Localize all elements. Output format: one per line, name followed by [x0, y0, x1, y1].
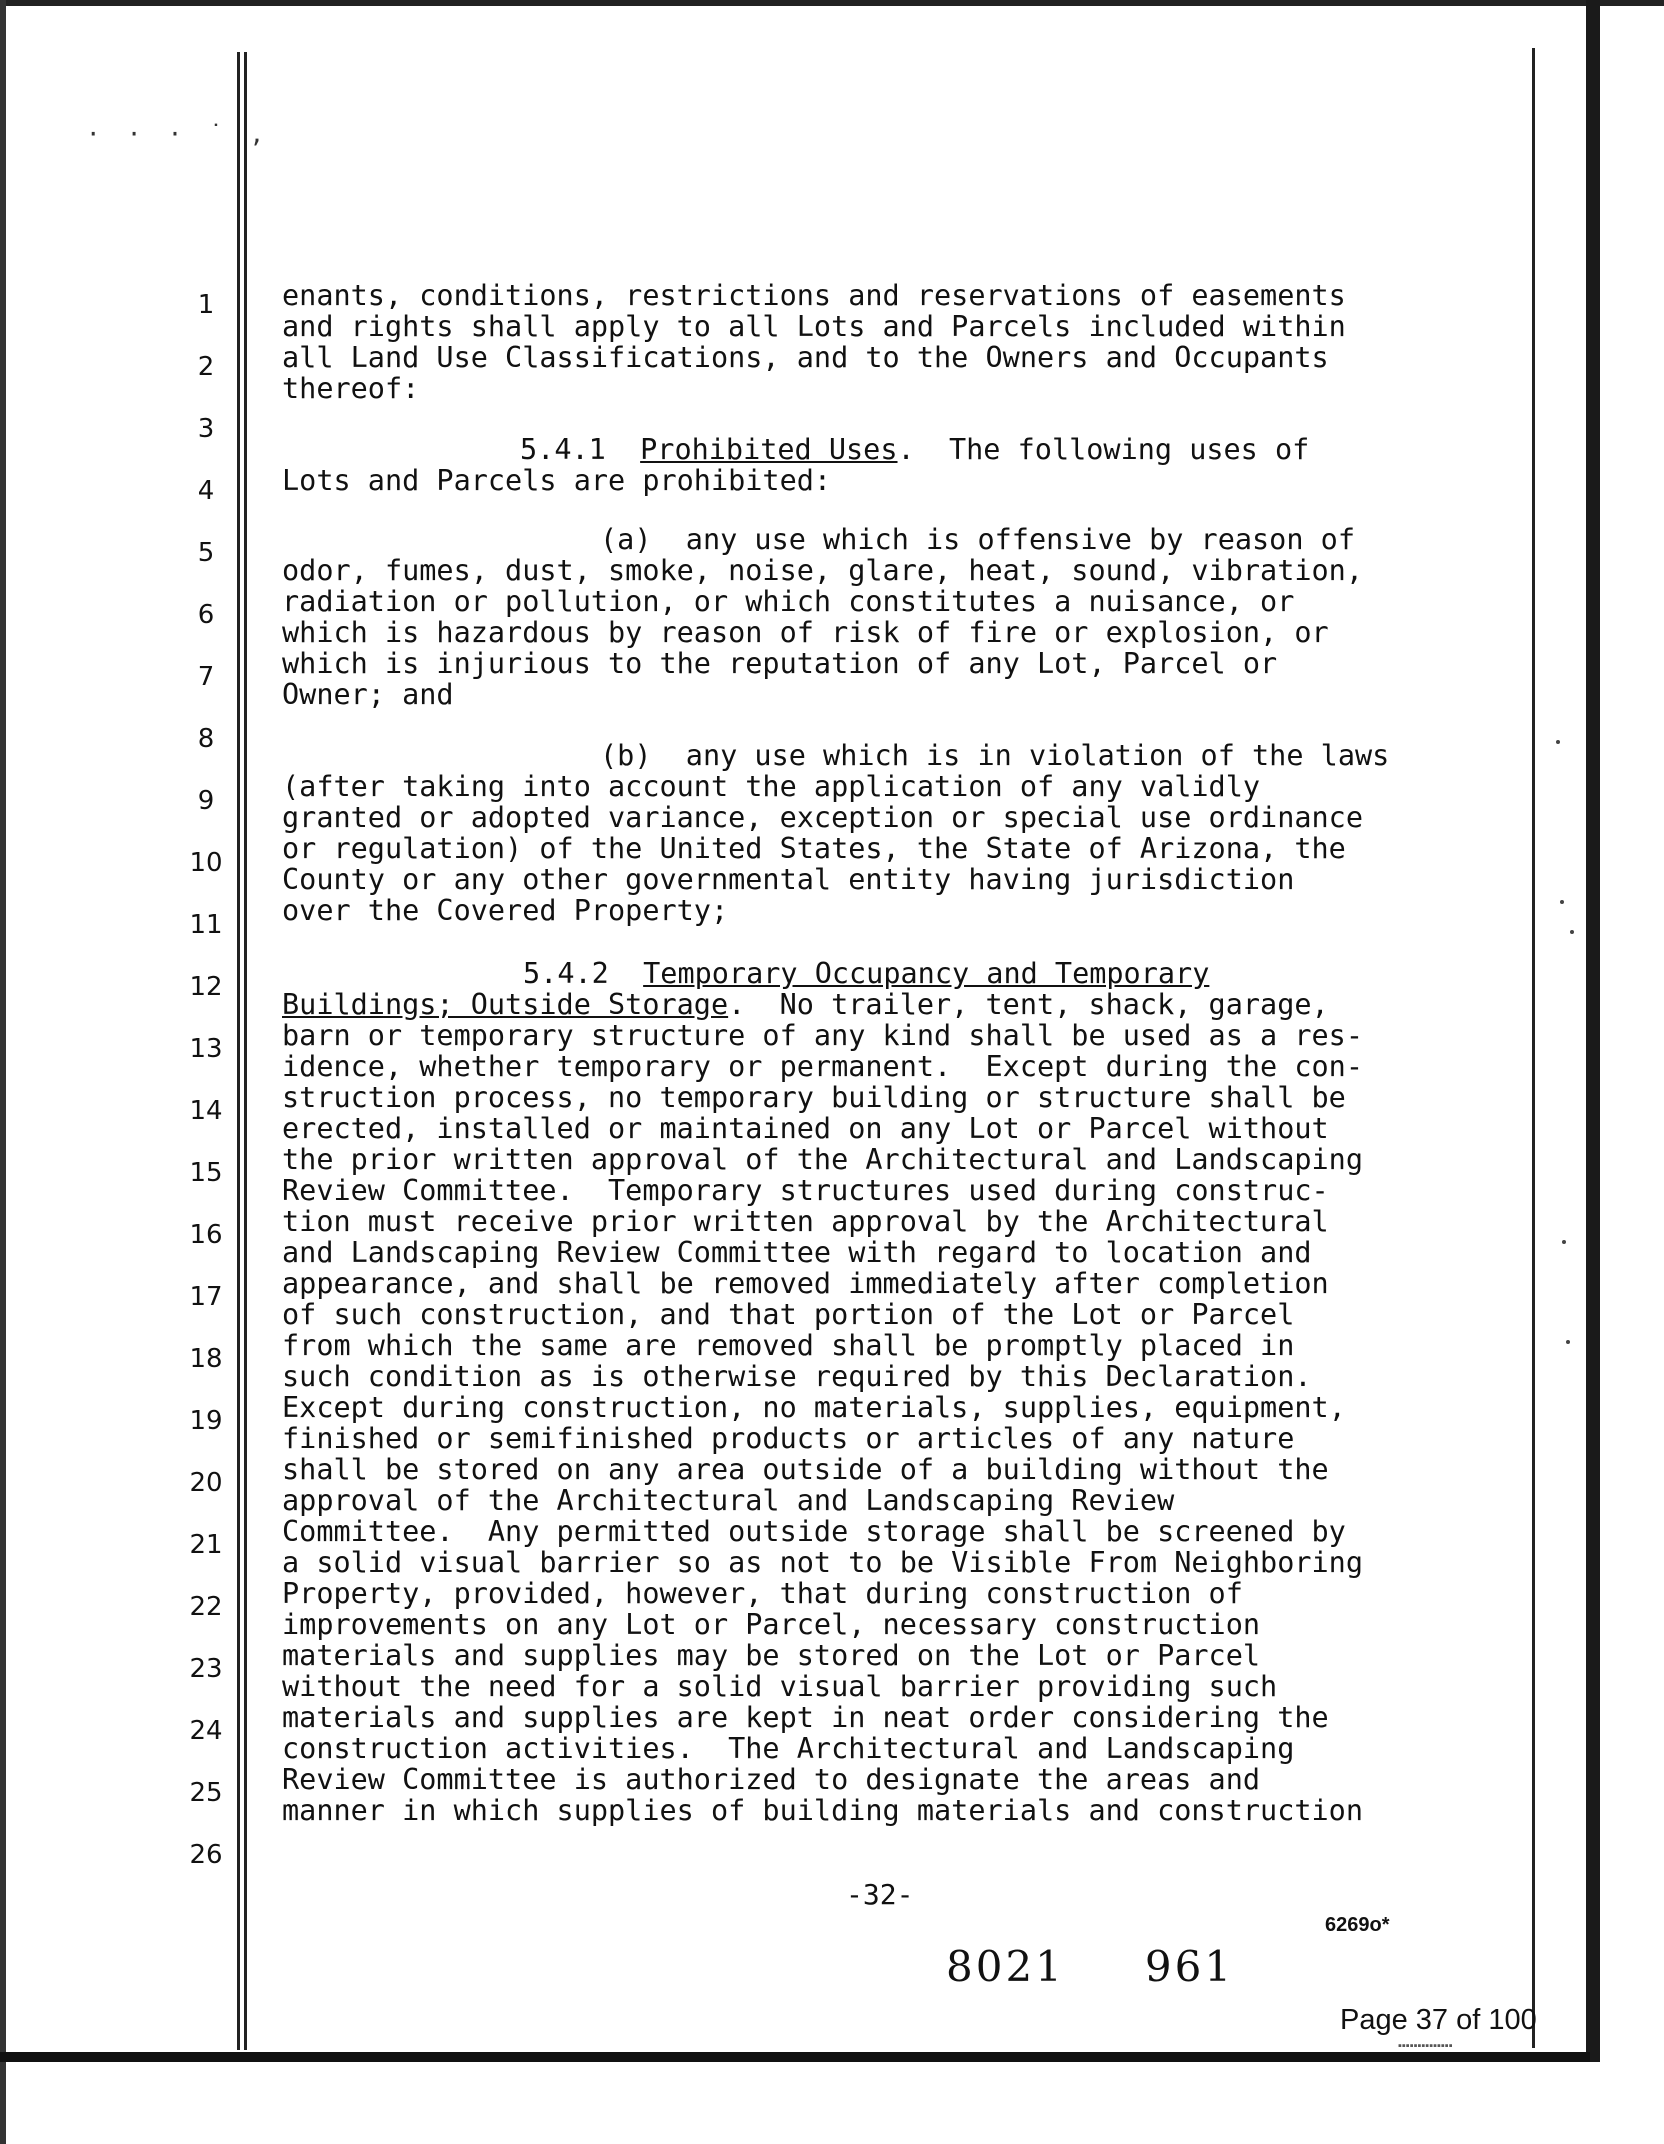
line-number: 22	[189, 1592, 223, 1622]
scan-timestamp-illegible: ▪▪▪▪▪▪▪▪▪▪▪▪▪▪	[1398, 2040, 1453, 2052]
scan-speckle	[1566, 1340, 1570, 1344]
line-number: 13	[189, 1034, 223, 1064]
line-number: 18	[189, 1344, 223, 1374]
scan-speckle	[1556, 740, 1560, 744]
line-number: 5	[197, 538, 215, 568]
line-number: 20	[189, 1468, 223, 1498]
line-number: 8	[197, 724, 215, 754]
scan-speckle	[1562, 1240, 1566, 1244]
line-number: 16	[189, 1220, 223, 1250]
stamp-book: 8021	[946, 1942, 1065, 1991]
line-number: 10	[189, 848, 223, 878]
line-number: 7	[197, 662, 215, 692]
section-5-4-1-heading	[520, 434, 1309, 465]
clause-b	[282, 740, 1389, 926]
intro-paragraph: enants, conditions, restrictions and reservations of easements and rights shall apply to all Lots and Parcels included within all Land Use Classifications, and to the Owners and Occupants thereof:	[282, 279, 1346, 405]
scan-border-right	[1586, 0, 1600, 2062]
line-number: 21	[189, 1530, 223, 1560]
line-number: 2	[197, 352, 215, 382]
section-title: Buildings; Outside Storage	[282, 988, 729, 1021]
clause-a-text: (a) any use which is offensive by reason of odor, fumes, dust, smoke, noise, glare, heat, sound, vibration, radiation or pollution, or which constitutes a nuisance, or which is hazardous by reason of risk of fire or explosion, or which is injurious to the reputation of any Lot, Parcel or Owner; and	[282, 523, 1363, 711]
section-5-4-1-intro: Lots and Parcels are prohibited:	[282, 464, 832, 497]
section-title: Temporary Occupancy and Temporary	[643, 957, 1210, 990]
left-margin-rule-inner	[244, 52, 247, 2050]
line-number: 3	[197, 414, 215, 444]
scan-border-bottom	[0, 2052, 1590, 2062]
section-title: Prohibited Uses	[640, 433, 898, 466]
line-number: 11	[189, 910, 223, 940]
section-number: 5.4.2	[523, 957, 609, 990]
page-number: -32-	[846, 1878, 914, 1911]
section-heading-rest: . No trailer, tent, shack, garage,	[728, 988, 1329, 1021]
line-number: 6	[197, 600, 215, 630]
line-number: 24	[189, 1716, 223, 1746]
line-number: 23	[189, 1654, 223, 1684]
recording-stamp	[946, 1942, 1234, 1991]
page-counter: Page 37 of 100	[1340, 2004, 1537, 2036]
scan-speckle: · · · ˙ ,	[86, 120, 271, 148]
line-number: 1	[197, 290, 215, 320]
scan-border-top	[0, 0, 1664, 6]
left-margin-rule	[237, 52, 240, 2050]
line-number: 4	[197, 476, 215, 506]
scan-speckle	[1570, 930, 1574, 934]
section-heading-rest: . The following uses of	[897, 433, 1310, 466]
scan-border-left	[0, 0, 6, 2144]
line-number: 25	[189, 1778, 223, 1808]
section-5-4-2-heading	[523, 958, 1209, 989]
line-number: 26	[189, 1840, 223, 1870]
line-number: 15	[189, 1158, 223, 1188]
line-number: 14	[189, 1096, 223, 1126]
stamp-page: 961	[1144, 1942, 1235, 1991]
line-number: 12	[189, 972, 223, 1002]
clause-b-text: (b) any use which is in violation of the laws (after taking into account the application of any validly granted or adopted variance, exception or special use ordinance or regulation) of the United States, the State of Arizona, the County or any other governmental entity having jurisdiction over the Covered Property;	[282, 739, 1390, 927]
right-margin-rule	[1532, 48, 1535, 2048]
line-number: 17	[189, 1282, 223, 1312]
clause-a	[282, 524, 1363, 710]
line-number: 9	[197, 786, 215, 816]
section-number: 5.4.1	[520, 433, 606, 466]
scan-speckle	[1560, 900, 1564, 904]
line-number: 19	[189, 1406, 223, 1436]
document-code: 6269o*	[1325, 1914, 1390, 1936]
section-5-4-2-body: barn or temporary structure of any kind shall be used as a res- idence, whether temporary or permanent. Except during the con- struction process, no temporary building or structure shall be erected, installed or maintained on any Lot or Parcel without the prior written approval of the Architectural and Landscaping Review Committee. Temporary structures used during construc- tion must receive prior written approval by the Architectural and Landscaping Review Committee with regard to location and appearance, and shall be removed immediately after completion of such construction, and that portion of the Lot or Parcel from which the same are removed shall be promptly placed in such condition as is otherwise required by this Declaration. Except during construction, no materials, supplies, equipment, finished or semifinished products or articles of any nature shall be stored on any area outside of a building without the approval of the Architectural and Landscaping Review Committee. Any permitted outside storage shall be screened by a solid visual barrier so as not to be Visible From Neighboring Property, provided, however, that during construction of improvements on any Lot or Parcel, necessary construction materials and supplies may be stored on the Lot or Parcel without the need for a solid visual barrier providing such materials and supplies are kept in neat order considering the construction activities. The Architectural and Landscaping Review Committee is authorized to designate the areas and manner in which supplies of building materials and construction	[282, 1019, 1363, 1827]
section-5-4-2-heading-cont	[282, 989, 1329, 1020]
